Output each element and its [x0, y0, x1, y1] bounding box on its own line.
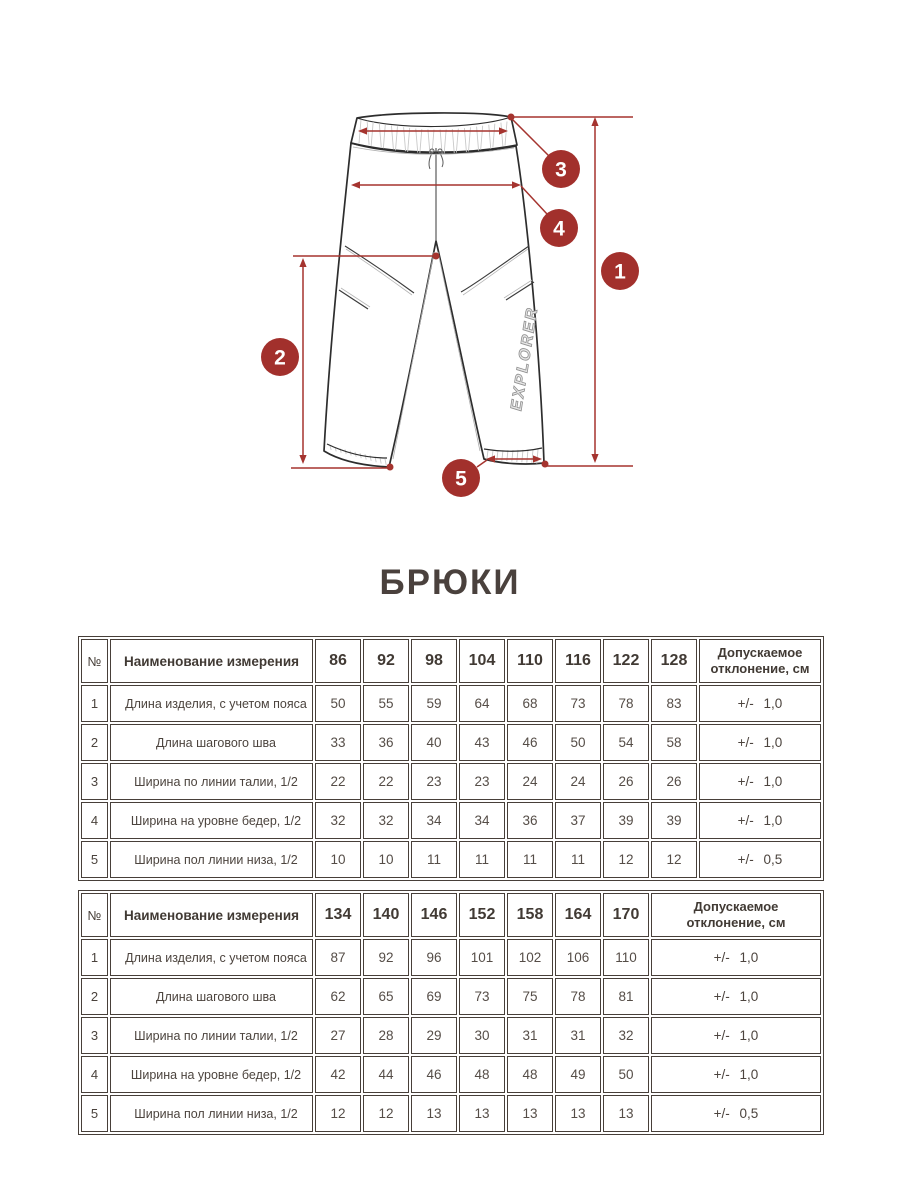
column-header-size-146: 146: [411, 893, 457, 937]
value-cell: 50: [555, 724, 601, 761]
row-number-cell: 5: [81, 841, 108, 878]
value-cell: 29: [411, 1017, 457, 1054]
value-cell: 23: [411, 763, 457, 800]
value-cell: 34: [411, 802, 457, 839]
page-title: БРЮКИ: [379, 563, 521, 602]
value-cell: 27: [315, 1017, 361, 1054]
column-header-size-92: 92: [363, 639, 409, 683]
row-number-cell: 4: [81, 1056, 108, 1093]
value-cell: 106: [555, 939, 601, 976]
value-cell: 62: [315, 978, 361, 1015]
value-cell: 92: [363, 939, 409, 976]
value-cell: 78: [603, 685, 649, 722]
value-cell: 10: [315, 841, 361, 878]
deviation-cell: +/- 0,5: [651, 1095, 821, 1132]
value-cell: 24: [555, 763, 601, 800]
row-number-cell: 1: [81, 939, 108, 976]
value-cell: 13: [411, 1095, 457, 1132]
value-cell: 11: [555, 841, 601, 878]
value-cell: 22: [363, 763, 409, 800]
value-cell: 31: [555, 1017, 601, 1054]
measurement-name-cell: Ширина пол линии низа, 1/2: [110, 1095, 313, 1132]
value-cell: 87: [315, 939, 361, 976]
column-header-deviation: Допускаемое отклонение, см: [699, 639, 821, 683]
value-cell: 13: [459, 1095, 505, 1132]
value-cell: 22: [315, 763, 361, 800]
deviation-cell: +/- 1,0: [651, 978, 821, 1015]
value-cell: 49: [555, 1056, 601, 1093]
column-header-size-98: 98: [411, 639, 457, 683]
value-cell: 39: [651, 802, 697, 839]
column-header-measurement-name: Наименование измерения: [110, 893, 313, 937]
row-number-cell: 4: [81, 802, 108, 839]
row-number-cell: 1: [81, 685, 108, 722]
value-cell: 81: [603, 978, 649, 1015]
header-row: [81, 893, 821, 937]
column-header-size-128: 128: [651, 639, 697, 683]
value-cell: 28: [363, 1017, 409, 1054]
value-cell: 24: [507, 763, 553, 800]
pants-outline: [324, 113, 544, 467]
value-cell: 73: [555, 685, 601, 722]
measurement-name-cell: Длина шагового шва: [110, 724, 313, 761]
row-number-cell: 3: [81, 1017, 108, 1054]
value-cell: 46: [507, 724, 553, 761]
value-cell: 42: [315, 1056, 361, 1093]
value-cell: 50: [603, 1056, 649, 1093]
value-cell: 58: [651, 724, 697, 761]
value-cell: 102: [507, 939, 553, 976]
value-cell: 65: [363, 978, 409, 1015]
deviation-cell: +/- 1,0: [651, 1056, 821, 1093]
column-header-size-170: 170: [603, 893, 649, 937]
measurement-name-cell: Длина изделия, с учетом пояса: [110, 939, 313, 976]
value-cell: 44: [363, 1056, 409, 1093]
value-cell: 23: [459, 763, 505, 800]
column-header-size-158: 158: [507, 893, 553, 937]
callout-circle-2: [261, 338, 299, 376]
value-cell: 43: [459, 724, 505, 761]
value-cell: 37: [555, 802, 601, 839]
measurement-name-cell: Ширина на уровне бедер, 1/2: [110, 1056, 313, 1093]
row-number-cell: 2: [81, 978, 108, 1015]
column-header-size-110: 110: [507, 639, 553, 683]
value-cell: 96: [411, 939, 457, 976]
measurement-name-cell: Длина изделия, с учетом пояса: [110, 685, 313, 722]
brand-logo-text: EXPLORER: [507, 303, 542, 414]
measurement-name-cell: Ширина по линии талии, 1/2: [110, 1017, 313, 1054]
row-number-cell: 2: [81, 724, 108, 761]
column-header-size-164: 164: [555, 893, 601, 937]
value-cell: 36: [363, 724, 409, 761]
column-header-size-140: 140: [363, 893, 409, 937]
callout-circle-5: [442, 459, 480, 497]
table-row: [81, 1017, 821, 1054]
value-cell: 54: [603, 724, 649, 761]
callout-5-label: 5: [455, 467, 467, 491]
header-row: [81, 639, 821, 683]
deviation-cell: +/- 1,0: [651, 1017, 821, 1054]
value-cell: 12: [315, 1095, 361, 1132]
callout-circle-4: [540, 209, 578, 247]
value-cell: 48: [507, 1056, 553, 1093]
column-header-measurement-name: Наименование измерения: [110, 639, 313, 683]
callout-circle-1: [601, 252, 639, 290]
deviation-cell: +/- 1,0: [651, 939, 821, 976]
column-header-size-122: 122: [603, 639, 649, 683]
table-row: [81, 939, 821, 976]
column-header-size-152: 152: [459, 893, 505, 937]
deviation-cell: +/- 1,0: [699, 763, 821, 800]
value-cell: 11: [507, 841, 553, 878]
value-cell: 34: [459, 802, 505, 839]
callout-5-leader: [477, 460, 487, 467]
value-cell: 12: [603, 841, 649, 878]
value-cell: 13: [555, 1095, 601, 1132]
callout-4-label: 4: [553, 217, 565, 241]
value-cell: 101: [459, 939, 505, 976]
value-cell: 13: [507, 1095, 553, 1132]
value-cell: 73: [459, 978, 505, 1015]
pants-body: [324, 143, 544, 467]
callout-1-label: 1: [614, 260, 626, 284]
table-row: [81, 978, 821, 1015]
value-cell: 11: [459, 841, 505, 878]
value-cell: 32: [603, 1017, 649, 1054]
value-cell: 68: [507, 685, 553, 722]
value-cell: 78: [555, 978, 601, 1015]
measurement-name-cell: Ширина на уровне бедер, 1/2: [110, 802, 313, 839]
value-cell: 13: [603, 1095, 649, 1132]
row-number-cell: 5: [81, 1095, 108, 1132]
value-cell: 12: [651, 841, 697, 878]
value-cell: 32: [363, 802, 409, 839]
column-header-size-134: 134: [315, 893, 361, 937]
measurement-name-cell: Ширина по линии талии, 1/2: [110, 763, 313, 800]
value-cell: 32: [315, 802, 361, 839]
measurement-name-cell: Длина шагового шва: [110, 978, 313, 1015]
column-header-size-104: 104: [459, 639, 505, 683]
deviation-cell: +/- 1,0: [699, 802, 821, 839]
pants-measurement-diagram: [0, 0, 900, 545]
table-row: [81, 841, 821, 878]
deviation-cell: +/- 1,0: [699, 724, 821, 761]
callout-2-label: 2: [274, 346, 286, 370]
deviation-cell: +/- 1,0: [699, 685, 821, 722]
value-cell: 75: [507, 978, 553, 1015]
table-row: [81, 763, 821, 800]
value-cell: 11: [411, 841, 457, 878]
size-table-small: [78, 636, 824, 881]
size-table-large: [78, 890, 824, 1135]
value-cell: 59: [411, 685, 457, 722]
column-header-size-86: 86: [315, 639, 361, 683]
value-cell: 50: [315, 685, 361, 722]
value-cell: 39: [603, 802, 649, 839]
column-header-size-116: 116: [555, 639, 601, 683]
value-cell: 69: [411, 978, 457, 1015]
measurement-name-cell: Ширина пол линии низа, 1/2: [110, 841, 313, 878]
value-cell: 55: [363, 685, 409, 722]
row-number-cell: 3: [81, 763, 108, 800]
column-header-number: №: [81, 893, 108, 937]
value-cell: 46: [411, 1056, 457, 1093]
table-row: [81, 802, 821, 839]
value-cell: 64: [459, 685, 505, 722]
column-header-deviation: Допускаемое отклонение, см: [651, 893, 821, 937]
table-row: [81, 1095, 821, 1132]
deviation-cell: +/- 0,5: [699, 841, 821, 878]
callout-3-label: 3: [555, 158, 567, 182]
value-cell: 26: [651, 763, 697, 800]
value-cell: 83: [651, 685, 697, 722]
value-cell: 36: [507, 802, 553, 839]
value-cell: 48: [459, 1056, 505, 1093]
value-cell: 26: [603, 763, 649, 800]
value-cell: 30: [459, 1017, 505, 1054]
table-row: [81, 724, 821, 761]
callout-circle-3: [542, 150, 580, 188]
value-cell: 31: [507, 1017, 553, 1054]
value-cell: 33: [315, 724, 361, 761]
column-header-number: №: [81, 639, 108, 683]
table-row: [81, 1056, 821, 1093]
table-row: [81, 685, 821, 722]
value-cell: 110: [603, 939, 649, 976]
value-cell: 10: [363, 841, 409, 878]
value-cell: 40: [411, 724, 457, 761]
value-cell: 12: [363, 1095, 409, 1132]
